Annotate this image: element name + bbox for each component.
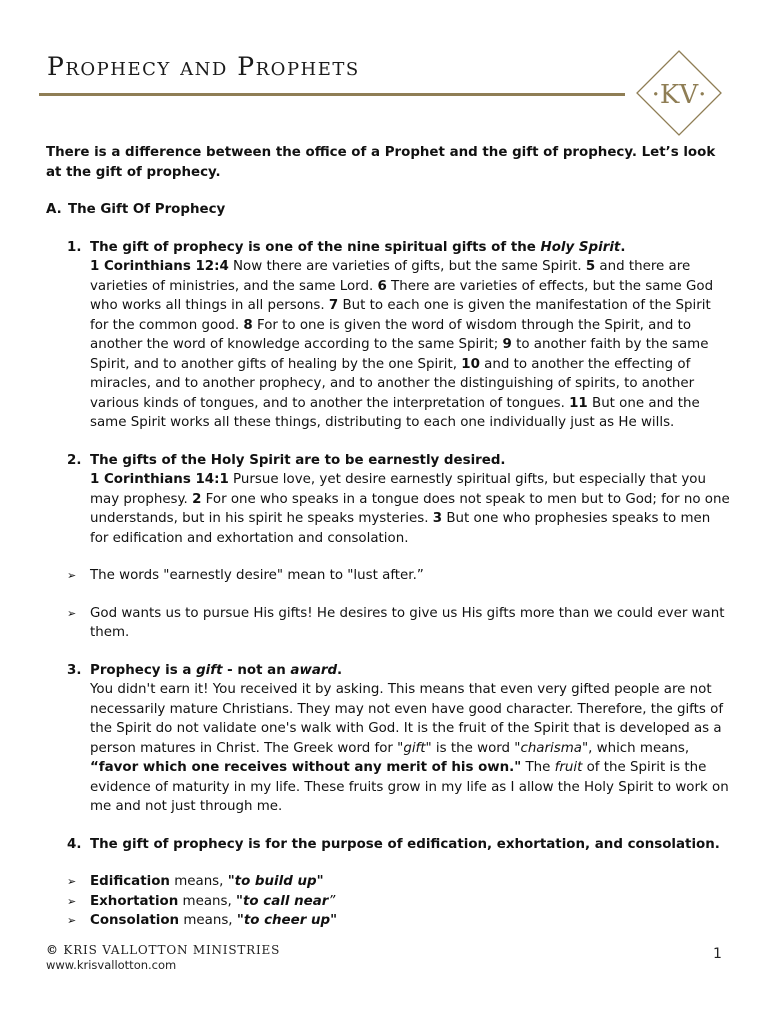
header-rule bbox=[39, 93, 625, 96]
intro-paragraph: There is a difference between the office of a Prophet and the gift of prophecy. Let’s look at the gift of prophecy. bbox=[46, 145, 716, 180]
copyright-line: © KRIS VALLOTTON MINISTRIES bbox=[46, 943, 281, 957]
section-heading: A. The Gift Of Prophecy bbox=[46, 202, 226, 217]
arrow-bullet-icon: ➢ bbox=[67, 914, 77, 927]
arrow-bullet-icon: ➢ bbox=[67, 875, 77, 888]
bullet-item: ➢ God wants us to pursue His gifts! He desires to give us His gifts more than we could ever want them. bbox=[67, 605, 725, 640]
footer bbox=[46, 943, 280, 972]
list-item-3 bbox=[46, 661, 730, 817]
item-heading: The gift of prophecy is for the purpose of edification, exhortation, and consolation. bbox=[90, 836, 720, 852]
page-title: Prophecy and Prophets bbox=[47, 52, 360, 81]
definition-bullet: ➢ Exhortation means, "to call near” bbox=[46, 892, 730, 912]
kv-logo bbox=[634, 48, 724, 138]
document-body bbox=[46, 143, 730, 931]
item-number: 1. bbox=[67, 239, 82, 255]
arrow-bullet-icon: ➢ bbox=[67, 894, 77, 908]
list-item-1 bbox=[46, 238, 730, 433]
definition-bullet: ➢ Edification means, "to build up" bbox=[46, 872, 730, 892]
kv-logo-icon bbox=[634, 48, 724, 138]
item-heading: The gifts of the Holy Spirit are to be earnestly desired. bbox=[90, 452, 506, 468]
item-heading: The gift of prophecy is one of the nine spiritual gifts of the Holy Spirit. bbox=[90, 239, 626, 255]
item-heading: Prophecy is a gift - not an award. bbox=[90, 662, 343, 678]
definition-bullet: ➢ Consolation means, "to cheer up" bbox=[46, 911, 730, 931]
website-link[interactable]: www.krisvallotton.com bbox=[46, 958, 177, 972]
scripture-passage: 1 Corinthians 14:1 Pursue love, yet desire earnestly spiritual gifts, but especially that you may prophesy. 2 For one who speaks in a tongue does not speak to men but to God; for no one understands, but in his spirit he speaks mysteries. 3 But one who prophesies speaks to men for edification and exhortation and consolation. bbox=[90, 472, 730, 546]
item-number: 3. bbox=[67, 662, 82, 678]
item-number: 2. bbox=[67, 452, 82, 468]
arrow-bullet-icon: ➢ bbox=[67, 569, 77, 582]
bullet-item: ➢ The words "earnestly desire" mean to "lust after.” bbox=[46, 566, 730, 586]
list-item-2 bbox=[46, 451, 730, 549]
item-number: 4. bbox=[67, 836, 82, 852]
arrow-bullet-icon: ➢ bbox=[67, 606, 77, 620]
page-number: 1 bbox=[713, 946, 722, 962]
item-body: You didn't earn it! You received it by asking. This means that even very gifted people are not necessarily mature Christians. They may not even have good character. Therefore, the gifts of the Spirit do not validate one's walk with God. It is the fruit of the Spirit that is developed as a person matures in Christ. The Greek word for "gift" is the word "charisma", which means, “favor which one receives without any merit of his own." The fruit of the Spirit is the evidence of maturity in my life. These fruits grow in my life as I allow the Holy Spirit to work on me and not just through me. bbox=[90, 682, 729, 814]
scripture-passage: 1 Corinthians 12:4 Now there are varieties of gifts, but the same Spirit. 5 and there are varieties of ministries, and the same Lord. 6 There are varieties of effects, but the same God who works all things in all persons. 7 But to each one is given the manifestation of the Spirit for the common good. 8 For to one is given the word of wisdom through the Spirit, and to another the word of knowledge according to the same Spirit; 9 to another faith by the same Spirit, and to another gifts of healing by the one Spirit, 10 and to another the effecting of miracles, and to another prophecy, and to another the distinguishing of spirits, to another various kinds of tongues, and to another the interpretation of tongues. 11 But one and the same Spirit works all these things, distributing to each one individually just as He wills. bbox=[90, 259, 714, 430]
list-item-4 bbox=[46, 835, 730, 855]
logo-text: ·KV· bbox=[651, 80, 707, 110]
